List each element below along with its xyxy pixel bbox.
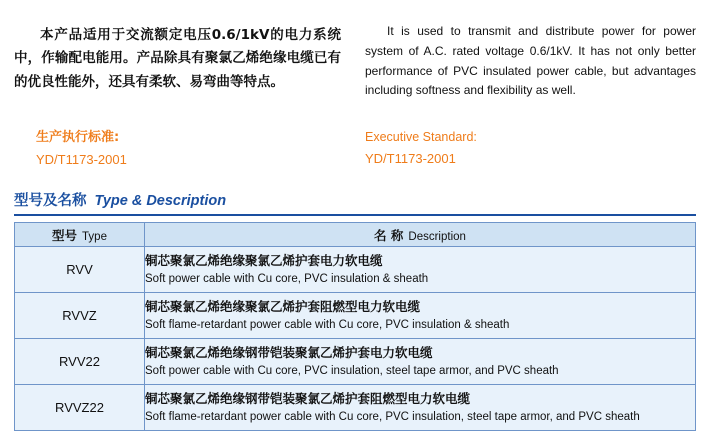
section-heading bbox=[14, 189, 710, 210]
intro-chinese-text: 本产品适用于交流额定电压0.6/1kV的电力系统中，作输配电能用。产品除具有聚氯乙烯绝缘电缆已有的优良性能外，还具有柔软、易弯曲等特点。 bbox=[14, 26, 341, 90]
header-desc-zh: 名 称 bbox=[374, 227, 404, 243]
cell-type: RVVZ bbox=[15, 293, 145, 339]
intro-english-text: It is used to transmit and distribute power for power system of A.C. rated voltage 0.6/1kV. It has not only better performance of PVC insulated power cable, but advantages including softness and flexibility as well. bbox=[365, 24, 696, 98]
description-english: Soft flame-retardant power cable with Cu core, PVC insulation, steel tape armor, and PVC sheath bbox=[145, 410, 640, 423]
header-description bbox=[145, 223, 696, 247]
table-row bbox=[15, 339, 696, 385]
cell-type: RVV22 bbox=[15, 339, 145, 385]
section-title-english: Type & Description bbox=[94, 193, 227, 210]
description-chinese: 铜芯聚氯乙烯绝缘聚氯乙烯护套阻燃型电力软电缆 bbox=[145, 298, 421, 314]
description-english: Soft flame-retardant power cable with Cu core, PVC insulation & sheath bbox=[145, 318, 510, 331]
header-type-zh: 型号 bbox=[52, 227, 78, 243]
header-desc-en: Description bbox=[408, 230, 466, 243]
spec-table-wrapper bbox=[14, 222, 696, 431]
table-body bbox=[15, 247, 696, 431]
cell-description bbox=[145, 247, 696, 293]
table-header-row bbox=[15, 223, 696, 247]
table-row bbox=[15, 247, 696, 293]
description-chinese: 铜芯聚氯乙烯绝缘钢带铠装聚氯乙烯护套电力软电缆 bbox=[145, 344, 433, 360]
description-english: Soft power cable with Cu core, PVC insulation, steel tape armor, and PVC sheath bbox=[145, 364, 559, 377]
table-header bbox=[15, 223, 696, 247]
cell-type: RVV bbox=[15, 247, 145, 293]
description-chinese: 铜芯聚氯乙烯绝缘钢带铠装聚氯乙烯护套阻燃型电力软电缆 bbox=[145, 390, 471, 406]
type-description-table bbox=[14, 222, 696, 431]
section-title-chinese: 型号及名称 bbox=[14, 193, 87, 210]
standard-chinese-label: 生产执行标准: bbox=[36, 130, 120, 146]
cell-description bbox=[145, 339, 696, 385]
cell-type: RVVZ22 bbox=[15, 385, 145, 431]
standard-chinese-value: YD/T1173-2001 bbox=[36, 152, 127, 168]
intro-english-column bbox=[355, 10, 696, 113]
executive-standard-section bbox=[0, 113, 710, 171]
description-english: Soft power cable with Cu core, PVC insulation & sheath bbox=[145, 272, 429, 285]
standard-chinese-column bbox=[14, 127, 355, 171]
cell-description bbox=[145, 293, 696, 339]
description-chinese: 铜芯聚氯乙烯绝缘聚氯乙烯护套电力软电缆 bbox=[145, 252, 383, 268]
standard-english-value: YD/T1173-2001 bbox=[365, 151, 456, 167]
intro-section bbox=[0, 0, 710, 113]
intro-chinese-column bbox=[14, 10, 355, 113]
section-divider bbox=[14, 214, 696, 216]
table-row bbox=[15, 293, 696, 339]
header-type bbox=[15, 223, 145, 247]
table-row bbox=[15, 385, 696, 431]
standard-english-column bbox=[355, 127, 696, 171]
header-type-en: Type bbox=[82, 230, 107, 243]
standard-english-label: Executive Standard: bbox=[365, 130, 477, 145]
cell-description bbox=[145, 385, 696, 431]
